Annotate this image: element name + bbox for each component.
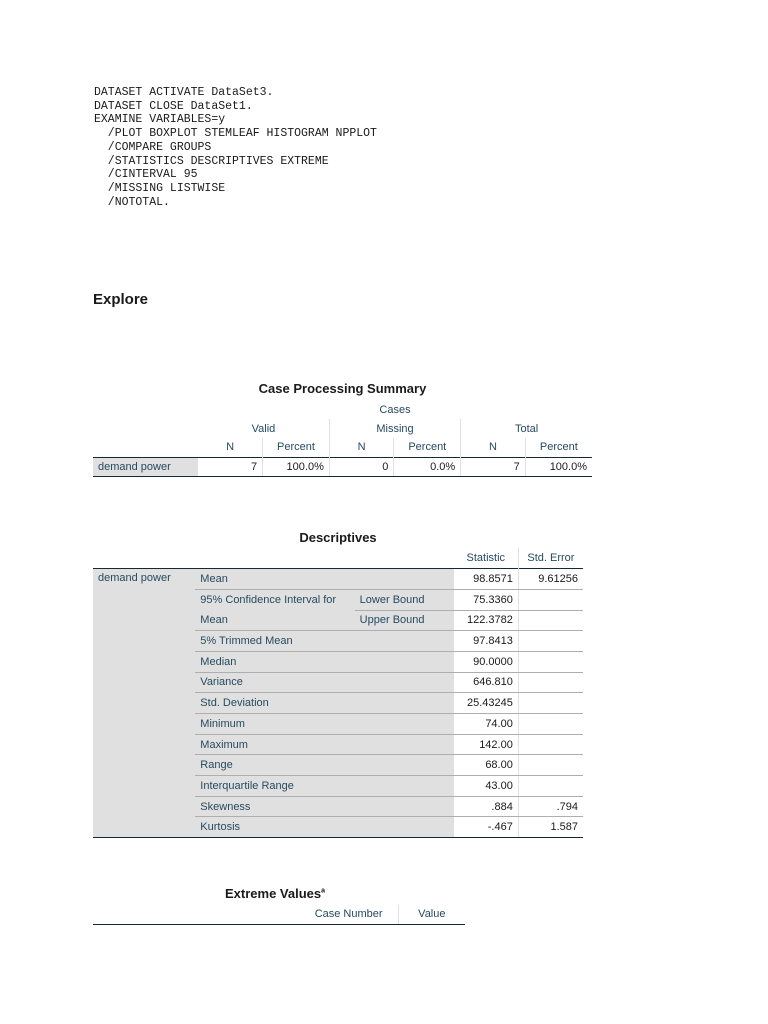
table-cell: 7 xyxy=(198,457,263,476)
cases-header: Cases xyxy=(379,403,411,416)
table-cell: 0.0% xyxy=(394,457,461,476)
std-error-value xyxy=(518,631,583,652)
std-error-value xyxy=(518,714,583,735)
descriptives-table xyxy=(93,548,583,838)
stat-value: 68.00 xyxy=(454,755,519,776)
table-cell: 7 xyxy=(461,457,526,476)
stat-label: 95% Confidence Interval for xyxy=(195,589,354,610)
syntax-line: /NOTOTAL. xyxy=(94,195,170,209)
syntax-line: /PLOT BOXPLOT STEMLEAF HISTOGRAM NPPLOT xyxy=(94,127,377,141)
column-header: N xyxy=(198,438,263,457)
stat-sublabel: Upper Bound xyxy=(355,610,454,631)
std-error-value xyxy=(518,589,583,610)
stat-label: Interquartile Range xyxy=(195,776,453,797)
stat-label: Skewness xyxy=(195,796,453,817)
std-error-value xyxy=(518,693,583,714)
std-error-value: .794 xyxy=(518,796,583,817)
stat-label: Maximum xyxy=(195,734,453,755)
group-header-valid: Valid xyxy=(198,419,329,438)
column-header-statistic: Statistic xyxy=(454,548,519,569)
stat-label: Mean xyxy=(195,610,354,631)
stat-value: -.467 xyxy=(454,817,519,838)
column-header-value: Value xyxy=(398,905,465,924)
stat-value: 25.43245 xyxy=(454,693,519,714)
syntax-block xyxy=(94,86,377,209)
row-label: demand power xyxy=(93,457,198,476)
std-error-value: 9.61256 xyxy=(518,569,583,590)
syntax-line: /MISSING LISTWISE xyxy=(94,181,226,195)
std-error-value xyxy=(518,734,583,755)
footnote-marker: a xyxy=(321,887,326,895)
descriptives-title: Descriptives xyxy=(299,530,377,545)
stat-label: Kurtosis xyxy=(195,817,453,838)
stat-label: Mean xyxy=(195,569,453,590)
column-header: Percent xyxy=(263,438,330,457)
std-error-value xyxy=(518,651,583,672)
column-header: N xyxy=(329,438,394,457)
stat-label: Variance xyxy=(195,672,453,693)
column-header: Percent xyxy=(539,441,578,454)
syntax-line: /STATISTICS DESCRIPTIVES EXTREME xyxy=(94,154,329,168)
section-heading: Explore xyxy=(93,291,149,308)
std-error-value xyxy=(518,755,583,776)
stat-label: Median xyxy=(195,651,453,672)
table-row xyxy=(93,569,583,590)
stat-label: Minimum xyxy=(195,714,453,735)
table-cell: 100.0% xyxy=(263,457,330,476)
stat-value: 142.00 xyxy=(454,734,519,755)
syntax-line: /CINTERVAL 95 xyxy=(94,168,198,182)
stat-value: 97.8413 xyxy=(454,631,519,652)
syntax-line: EXAMINE VARIABLES=y xyxy=(94,113,226,127)
extreme-values-title xyxy=(225,886,325,901)
stat-label: Range xyxy=(195,755,453,776)
variable-label: demand power xyxy=(93,569,195,838)
extreme-values-title-text: Extreme Values xyxy=(225,886,322,901)
std-error-value xyxy=(518,672,583,693)
group-header-missing: Missing xyxy=(329,419,460,438)
stat-value: 43.00 xyxy=(454,776,519,797)
stat-label: 5% Trimmed Mean xyxy=(195,631,453,652)
column-header-std-error: Std. Error xyxy=(527,552,575,565)
stat-value: 646.810 xyxy=(454,672,519,693)
syntax-line: DATASET ACTIVATE DataSet3. xyxy=(94,86,274,99)
stat-value: 75.3360 xyxy=(454,589,519,610)
std-error-value xyxy=(518,610,583,631)
case-processing-table xyxy=(93,400,592,477)
stat-value: 122.3782 xyxy=(454,610,519,631)
table-cell: 0 xyxy=(329,457,394,476)
group-header-total: Total xyxy=(514,422,539,435)
syntax-line: DATASET CLOSE DataSet1. xyxy=(94,99,253,113)
table-row xyxy=(93,457,592,476)
stat-value: 90.0000 xyxy=(454,651,519,672)
case-processing-title: Case Processing Summary xyxy=(258,381,427,396)
stat-value: 98.8571 xyxy=(454,569,519,590)
column-header: Percent xyxy=(394,438,461,457)
column-header-case-number: Case Number xyxy=(300,905,399,924)
stat-sublabel: Lower Bound xyxy=(355,589,454,610)
std-error-value xyxy=(518,776,583,797)
stat-label: Std. Deviation xyxy=(195,693,453,714)
stat-value: 74.00 xyxy=(454,714,519,735)
stat-value: .884 xyxy=(454,796,519,817)
std-error-value: 1.587 xyxy=(518,817,583,838)
extreme-values-table xyxy=(93,905,465,925)
column-header: N xyxy=(461,438,526,457)
syntax-line: /COMPARE GROUPS xyxy=(94,140,212,154)
table-cell: 100.0% xyxy=(525,457,592,476)
